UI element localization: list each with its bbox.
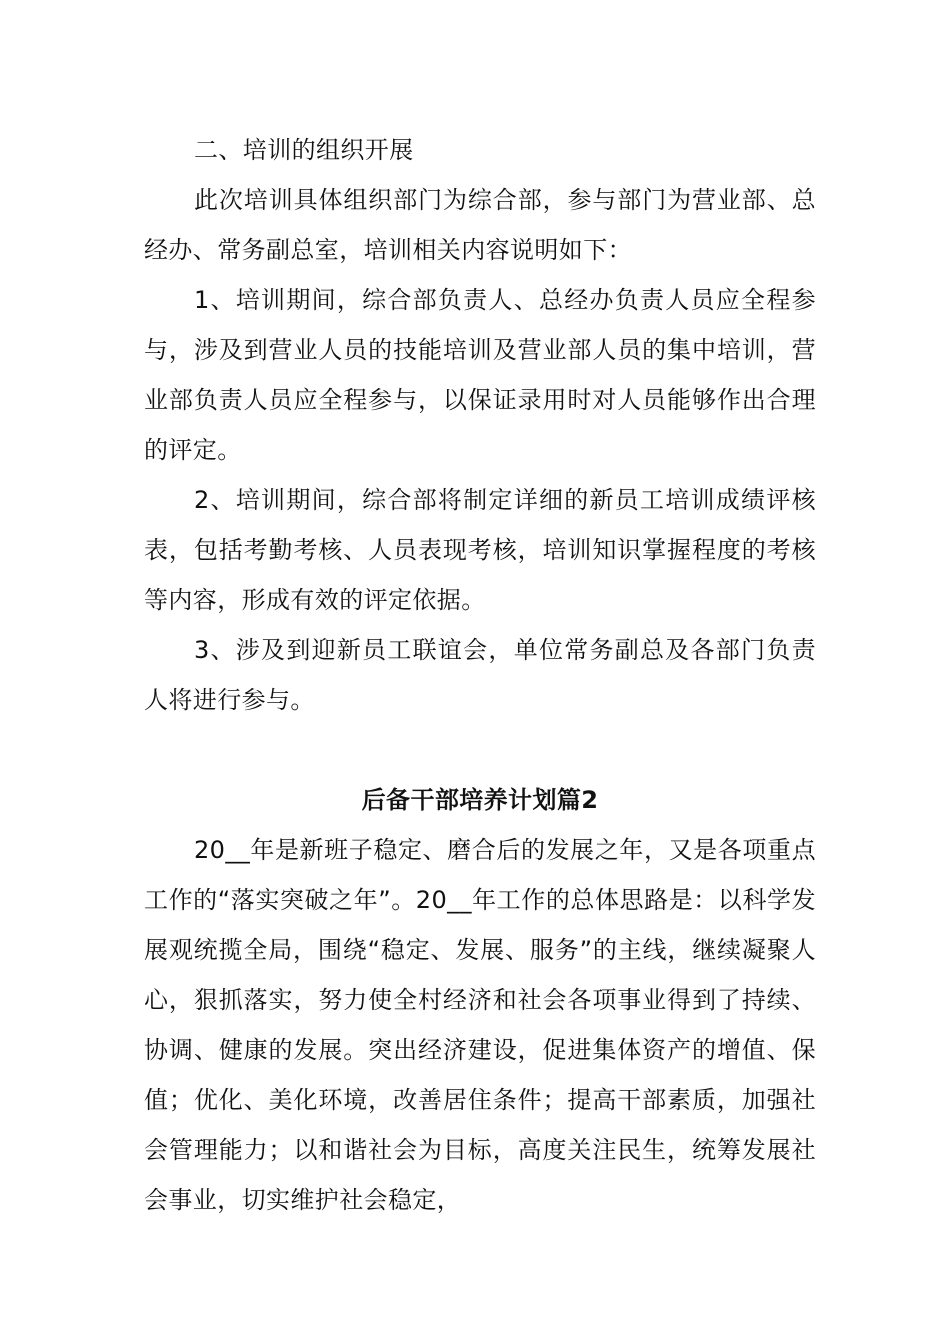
section-heading: 二、培训的组织开展 [194, 136, 414, 164]
list-item: 3、涉及到迎新员工联谊会，单位常务副总及各部门负责人将进行参与。 [144, 636, 816, 714]
intro-paragraph: 此次培训具体组织部门为综合部，参与部门为营业部、总经办、常务副总室，培训相关内容说明如下： [144, 186, 816, 264]
article-paragraph: 20__年是新班子稳定、磨合后的发展之年，又是各项重点工作的“落实突破之年”。20__年工作的总体思路是：以科学发展观统揽全局，围绕“稳定、发展、服务”的主线，继续凝聚人心，狠抓落实，努力使全村经济和社会各项事业得到了持续、协调、健康的发展。突出经济建设，促进集体资产的增值、保值；优化、美化环境，改善居住条件；提高干部素质，加强社会管理能力；以和谐社会为目标，高度关注民生，统筹发展社会事业，切实维护社会稳定， [144, 836, 816, 1214]
list-item: 2、培训期间，综合部将制定详细的新员工培训成绩评核表，包括考勤考核、人员表现考核，培训知识掌握程度的考核等内容，形成有效的评定依据。 [144, 486, 816, 614]
article-title: 后备干部培养计划篇2 [361, 786, 599, 814]
list-item: 1、培训期间，综合部负责人、总经办负责人员应全程参与，涉及到营业人员的技能培训及营业部人员的集中培训，营业部负责人员应全程参与，以保证录用时对人员能够作出合理的评定。 [144, 286, 816, 464]
document-body [144, 125, 816, 1225]
